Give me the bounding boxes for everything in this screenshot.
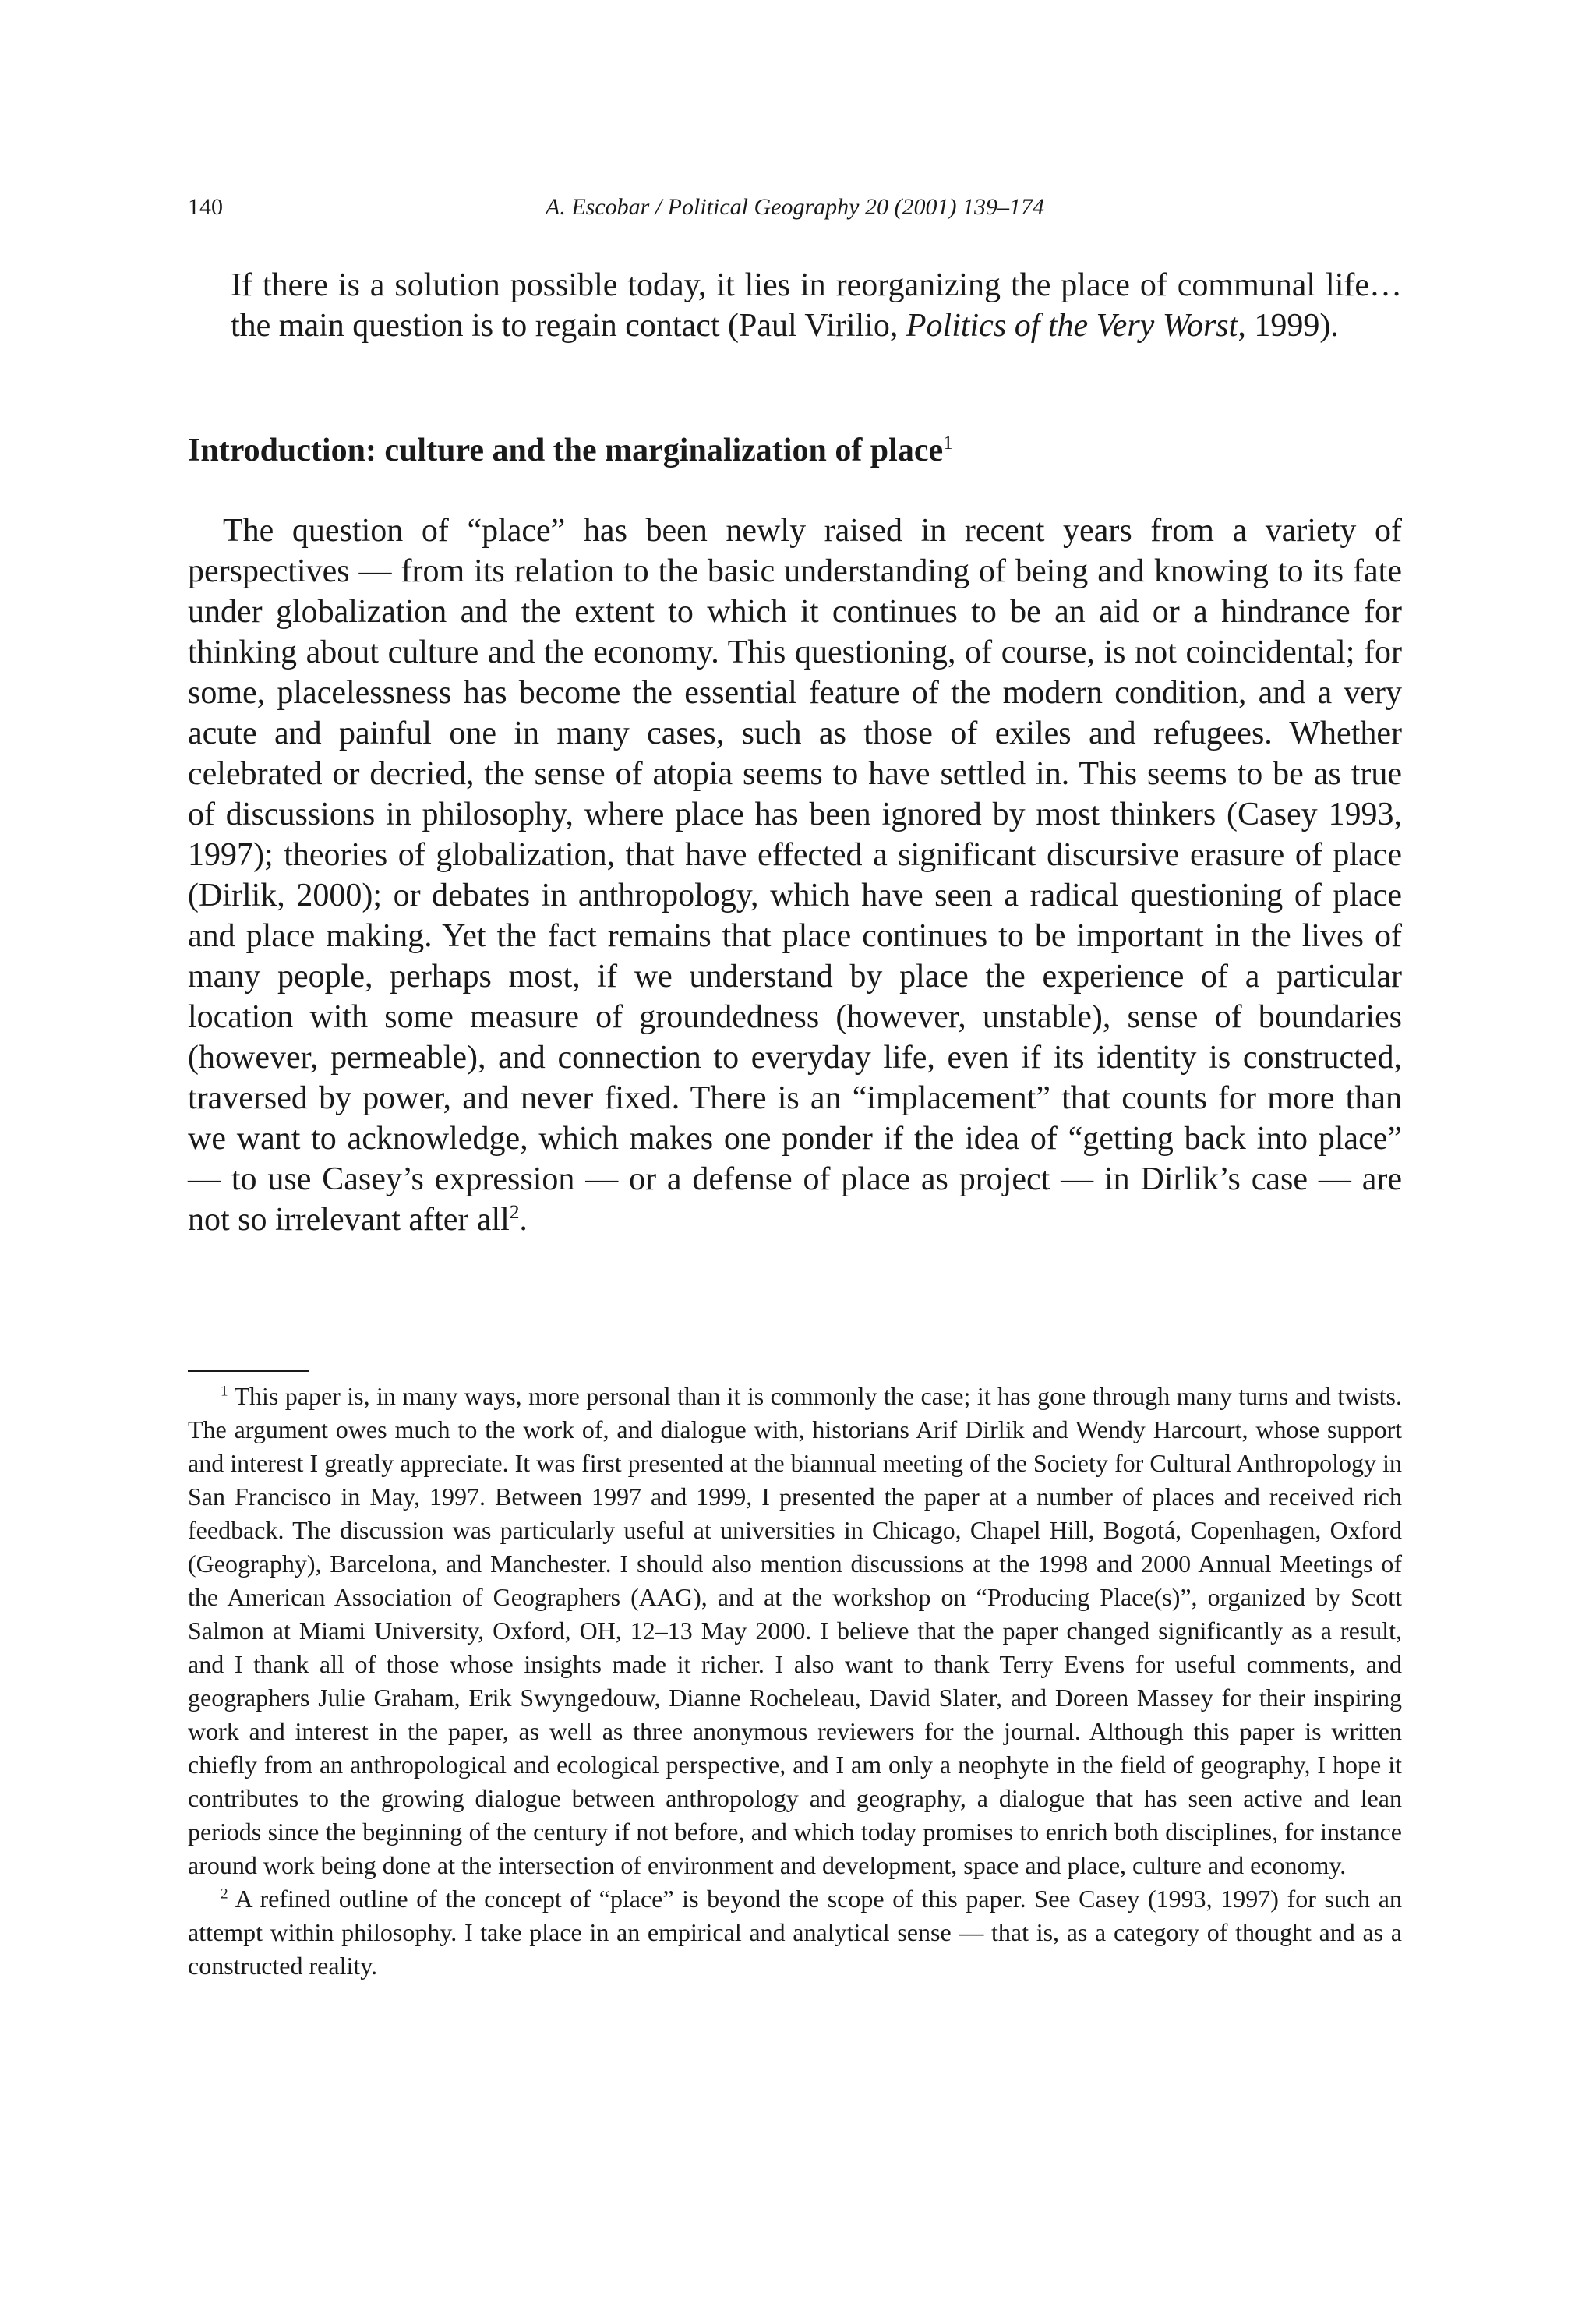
footnote-2 xyxy=(188,1882,1402,1983)
footnote-text: This paper is, in many ways, more personal than it is commonly the case; it has gone through many turns and twists. The argument owes much to the work of, and dialogue with, historians Arif Dirlik and Wendy Harcourt, whose support and interest I greatly appreciate. It was first presented at the biannual meeting of the Society for Cultural Anthropology in San Francisco in May, 1997. Between 1997 and 1999, I presented the paper at a number of places and received rich feedback. The discussion was particularly useful at universities in Chicago, Chapel Hill, Bogotá, Copenhagen, Oxford (Geography), Barcelona, and Manchester. I should also mention discussions at the 1998 and 2000 Annual Meetings of the American Association of Geographers (AAG), and at the workshop on “Producing Place(s)”, organized by Scott Salmon at Miami University, Oxford, OH, 12–13 May 2000. I believe that the paper changed significantly as a result, and I thank all of those whose insights made it richer. I also want to thank Terry Evens for useful comments, and geographers Julie Graham, Erik Swyngedouw, Dianne Rocheleau, David Slater, and Doreen Massey for their inspiring work and interest in the paper, as well as three anonymous reviewers for the journal. Although this paper is written chiefly from an anthropological and ecological perspective, and I am only a neophyte in the field of geography, I hope it contributes to the growing dialogue between anthropology and geography, a dialogue that has seen active and lean periods since the beginning of the century if not before, and which today promises to enrich both disciplines, for instance around work being done at the intersection of environment and development, space and place, culture and economy. xyxy=(188,1382,1403,1879)
footnote-text: A refined outline of the concept of “place” is beyond the scope of this paper. See Casey (1993, 1997) for such an attempt within philosophy. I take place in an empirical and analytical sense — that is, as a category of thought and as a constructed reality. xyxy=(188,1885,1403,1980)
footnote-divider xyxy=(188,1370,309,1372)
body-paragraph-end: . xyxy=(519,1202,528,1238)
footnote-marker: 1 xyxy=(221,1383,228,1400)
epigraph-book-title: Politics of the Very xyxy=(906,308,1155,344)
epigraph xyxy=(231,265,1402,346)
epigraph-space xyxy=(1154,308,1163,344)
epigraph-book-title-end: Worst xyxy=(1162,308,1238,344)
journal-page xyxy=(188,0,1402,2318)
footnote-marker: 2 xyxy=(221,1885,228,1903)
body-paragraph xyxy=(188,511,1402,1240)
page-number: 140 xyxy=(188,194,223,220)
running-head xyxy=(188,192,1402,223)
running-title: A. Escobar / Political Geography 20 (2001) 139–174 xyxy=(546,194,1044,220)
epigraph-citation-end: , 1999). xyxy=(1238,308,1339,344)
section-heading xyxy=(188,430,1402,471)
section-heading-text: Introduction: culture and the marginalization of place xyxy=(188,433,944,468)
footnote-ref-1[interactable]: 1 xyxy=(943,433,953,454)
body-paragraph-text: The question of “place” has been newly raised in recent years from a variety of perspectives — from its relation to the basic understanding of being and knowing to its fate under globalization and the extent to which it continues to be an aid or a hindrance for thinking about culture and the economy. This questioning, of course, is not coincidental; for some, placelessness has become the essential feature of the modern condition, and a very acute and painful one in many cases, such as those of exiles and refugees. Whether celebrated or decried, the sense of atopia seems to have settled in. This seems to be as true of discussions in philosophy, where place has been ignored by most thinkers (Casey 1993, 1997); theories of globalization, that have effected a significant discursive erasure of place (Dirlik, 2000); or debates in anthropology, which have seen a radical questioning of place and place making. Yet the fact remains that place continues to be important in the lives of many people, perhaps most, if we understand by place the experience of a particular location with some measure of groundedness (however, unstable), sense of boundaries (however, permeable), and connection to everyday life, even if its identity is constructed, traversed by power, and never fixed. There is an “implacement” that counts for more than we want to acknowledge, which makes one ponder if the idea of “getting back into place” — to use Casey’s expression — or a defense of place as project — in Dirlik’s case — are not so irrelevant after all xyxy=(188,513,1402,1238)
epigraph-text: If there is a solution possible today, it lies in reorganizing the place of communal life…the main question is to regain contact (Paul Virilio, xyxy=(231,267,1402,344)
footnote-ref-2[interactable]: 2 xyxy=(509,1202,520,1223)
footnote-1 xyxy=(188,1380,1402,1882)
footnotes xyxy=(188,1380,1402,1983)
